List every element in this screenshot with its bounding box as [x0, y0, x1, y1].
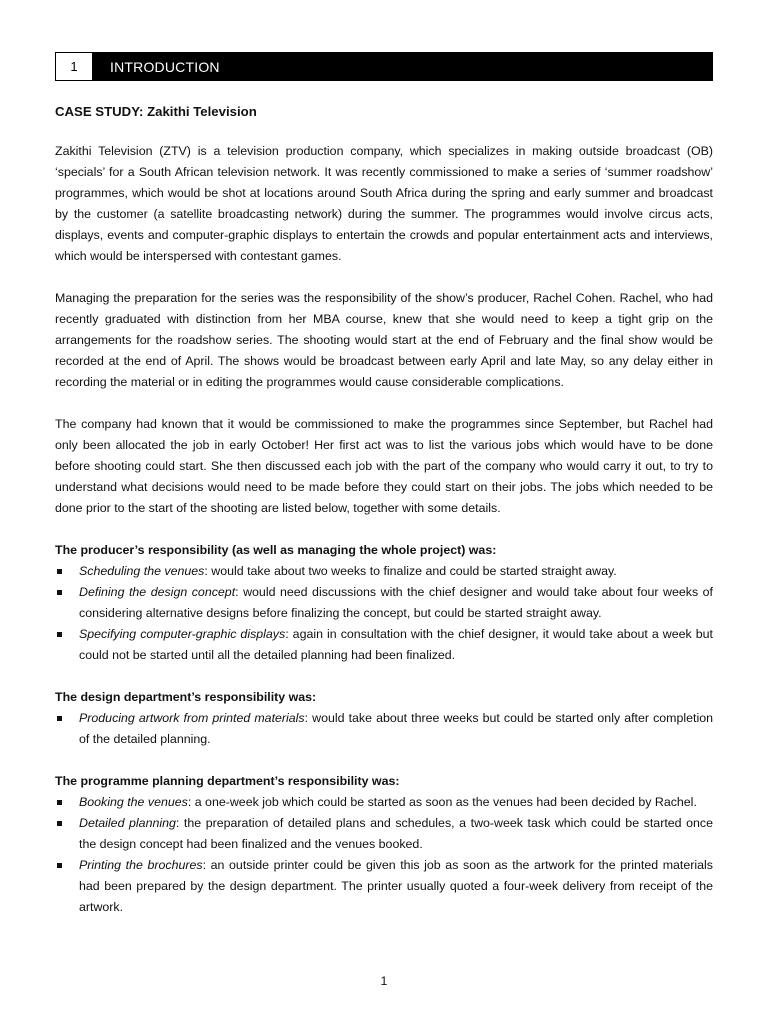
- paragraph-1: Zakithi Television (ZTV) is a television production company, which specializes in making outside broadcast (OB) ‘specials’ for a South African television network. It was recently commissioned to make a series of ‘summer roadshow’ programmes, which would be shot at locations around South Africa during the spring and early summer and broadcast by the customer (a satellite broadcasting network) during the summer. The programmes would involve circus acts, displays, events and computer-graphic displays to entertain the crowds and popular entertainment acts and interviews, which would be interspersed with contestant games.: [55, 144, 713, 263]
- item-term: Detailed planning: [79, 816, 176, 830]
- item-text: : would need discussions with the chief designer and would take about four weeks of considering alternative designs before finalizing the concept, but could be started straight away.: [79, 585, 713, 620]
- list-item: [55, 708, 713, 750]
- section-title: INTRODUCTION: [110, 58, 220, 75]
- list-item: [55, 792, 713, 813]
- planning-responsibility-title: The programme planning department’s responsibility was:: [55, 774, 400, 788]
- item-text: : would take about three weeks but could be started only after completion of the detailed planning.: [79, 711, 713, 746]
- planning-responsibility-list: [55, 792, 713, 918]
- item-text: : would take about two weeks to finalize and could be started straight away.: [204, 564, 617, 578]
- section-number: 1: [56, 53, 92, 80]
- page-number: 1: [380, 974, 388, 988]
- item-term: Scheduling the venues: [79, 564, 205, 578]
- list-item: [55, 855, 713, 918]
- document-page: [55, 52, 713, 918]
- item-term: Specifying computer-graphic displays: [79, 627, 286, 641]
- list-item: [55, 561, 713, 582]
- design-responsibility-list: [55, 708, 713, 750]
- paragraph-2: Managing the preparation for the series was the responsibility of the show’s producer, Rachel Cohen. Rachel, who had recently graduated with distinction from her MBA course, knew that she would need to keep a tight grip on the arrangements for the roadshow series. The shooting would start at the end of February and the final show would be recorded at the end of April. The shows would be broadcast between early April and late May, so any delay either in recording the material or in editing the programmes would cause considerable complications.: [55, 291, 713, 389]
- list-item: [55, 813, 713, 855]
- producer-responsibility-title: The producer’s responsibility (as well as managing the whole project) was:: [55, 543, 497, 557]
- item-text: : an outside printer could be given this job as soon as the artwork for the printed materials had been prepared by the design department. The printer usually quoted a four-week delivery from receipt of the artwork.: [79, 858, 713, 914]
- item-text: : a one-week job which could be started as soon as the venues had been decided by Rachel.: [187, 795, 697, 809]
- list-item: [55, 624, 713, 666]
- section-heading-bar: [55, 52, 713, 81]
- list-item: [55, 582, 713, 624]
- item-text: : again in consultation with the chief designer, it would take about a week but could not be started until all the detailed planning had been finalized.: [79, 627, 713, 662]
- item-text: : the preparation of detailed plans and schedules, a two-week task which could be started once the design concept had been finalized and the venues booked.: [79, 816, 713, 851]
- item-term: Booking the venues: [79, 795, 188, 809]
- design-responsibility-title: The design department’s responsibility was:: [55, 690, 317, 704]
- producer-responsibility-list: [55, 561, 713, 666]
- item-term: Defining the design concept: [79, 585, 236, 599]
- paragraph-3: The company had known that it would be commissioned to make the programmes since September, but Rachel had only been allocated the job in early October! Her first act was to list the various jobs which would have to be done before shooting could start. She then discussed each job with the part of the company who would carry it out, to try to understand what decisions would need to be made before they could start on their jobs. The jobs which needed to be done prior to the start of the shooting are listed below, together with some details.: [55, 417, 713, 515]
- item-term: Printing the brochures: [79, 858, 203, 872]
- item-term: Producing artwork from printed materials: [79, 711, 305, 725]
- case-study-title: CASE STUDY: Zakithi Television: [55, 104, 257, 119]
